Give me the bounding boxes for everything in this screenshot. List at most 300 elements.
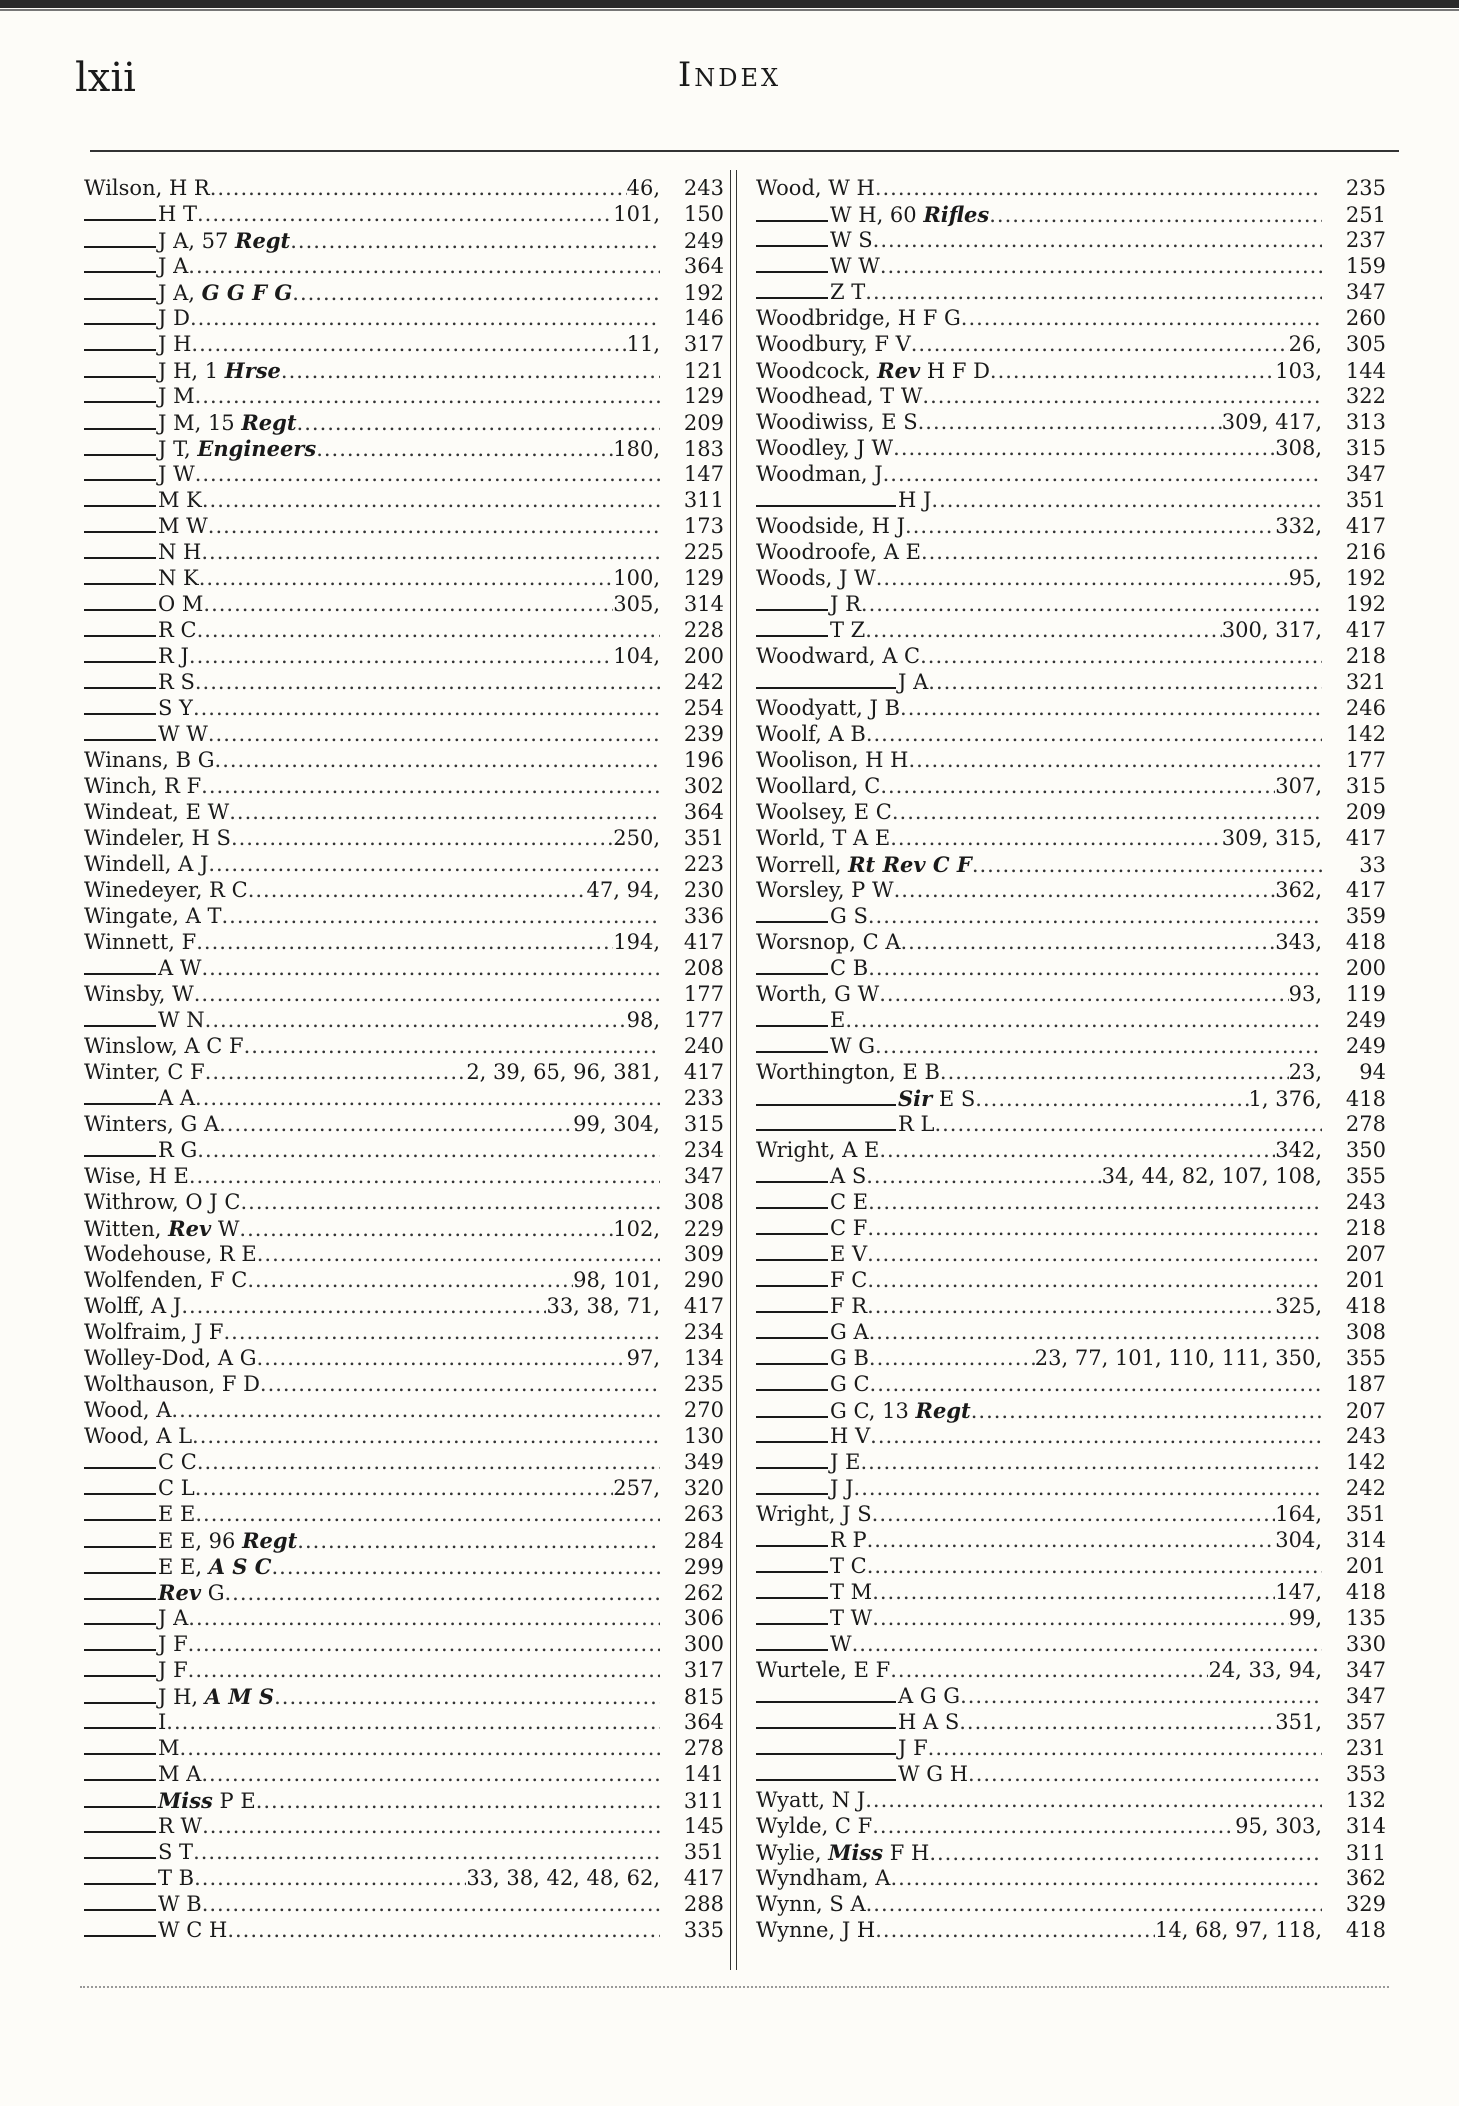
entry-page-number: 278 <box>1345 1112 1386 1136</box>
dot-leader <box>905 514 1275 538</box>
entry-name: Wyndham, A <box>756 1866 891 1890</box>
index-entry <box>84 1866 724 1892</box>
entry-page-number: 308 <box>1345 1320 1386 1344</box>
entry-name: Worsley, P W <box>756 878 894 902</box>
index-entry <box>756 1684 1386 1710</box>
dot-leader <box>931 488 1322 512</box>
dot-leader <box>188 1658 660 1682</box>
index-entry <box>84 1580 724 1606</box>
dot-leader <box>201 540 660 564</box>
entry-page-number: 200 <box>1345 956 1386 980</box>
entry-name: J H <box>158 332 192 356</box>
entry-name: Winnett, F <box>84 930 197 954</box>
index-entry <box>756 644 1386 670</box>
dot-leader <box>873 228 1322 252</box>
entry-page-number: 142 <box>1345 722 1386 746</box>
dot-leader <box>205 1008 627 1032</box>
entry-name: Wolfenden, F C <box>84 1268 248 1292</box>
entry-page-number: 317 <box>683 1658 724 1682</box>
index-entry <box>84 1476 724 1502</box>
entry-name: Rev G <box>158 1580 225 1605</box>
index-entry <box>756 618 1386 644</box>
entry-name: Sir E S <box>898 1086 976 1111</box>
dot-leader <box>908 748 1322 772</box>
dot-leader <box>901 930 1276 954</box>
dot-leader <box>247 1268 573 1292</box>
index-entry <box>84 488 724 514</box>
entry-page-number: 418 <box>1345 1087 1386 1111</box>
entry-name: M A <box>158 1762 202 1786</box>
entry-page-number: 237 <box>1345 228 1386 252</box>
ditto-dash <box>84 583 156 585</box>
entry-pages: 99, 304, <box>573 1112 660 1136</box>
ditto-dash <box>84 505 156 507</box>
entry-name: M W <box>158 514 208 538</box>
dot-leader <box>868 956 1322 980</box>
dot-leader <box>195 1476 614 1500</box>
dot-leader <box>201 956 660 980</box>
entry-page-number: 243 <box>1345 1190 1386 1214</box>
ditto-dash <box>756 1337 828 1339</box>
entry-name: A S <box>830 1164 867 1188</box>
entry-name: Woodbridge, H F G <box>756 306 961 330</box>
entry-name: J F <box>898 1736 928 1760</box>
entry-name: F C <box>830 1268 868 1292</box>
index-entry <box>84 1632 724 1658</box>
entry-pages: 11, <box>626 332 660 356</box>
entry-name: S Y <box>158 696 193 720</box>
index-entry <box>756 1320 1386 1346</box>
entry-page-number: 231 <box>1345 1736 1386 1760</box>
ditto-dash <box>756 1051 828 1053</box>
ditto-dash <box>84 479 156 481</box>
entry-page-number: 351 <box>1345 488 1386 512</box>
entry-page-number: 146 <box>683 306 724 330</box>
index-entry <box>756 1502 1386 1528</box>
ditto-dash <box>756 1467 828 1469</box>
entry-pages: 104, <box>613 644 660 668</box>
ditto-dash <box>756 1727 896 1729</box>
entry-page-number: 207 <box>1345 1242 1386 1266</box>
entry-page-number: 187 <box>1345 1372 1386 1396</box>
dot-leader <box>227 1918 660 1942</box>
entry-name: E E <box>158 1502 196 1526</box>
entry-name: Worth, G W <box>756 982 880 1006</box>
index-entry <box>756 800 1386 826</box>
entry-page-number: 300 <box>683 1632 724 1656</box>
entry-name: F R <box>830 1294 868 1318</box>
entry-page-number: 239 <box>683 722 724 746</box>
dot-leader <box>890 826 1222 850</box>
index-entry <box>84 826 724 852</box>
dot-leader <box>845 1008 1322 1032</box>
entry-page-number: 246 <box>1345 696 1386 720</box>
index-entry <box>84 1320 724 1346</box>
ditto-dash <box>756 1207 828 1209</box>
entry-pages: 99, <box>1288 1606 1322 1630</box>
entry-name: Worthington, E B <box>756 1060 940 1084</box>
index-entry <box>84 956 724 982</box>
entry-name: Withrow, O J C <box>84 1190 241 1214</box>
entry-page-number: 230 <box>683 878 724 902</box>
dot-leader <box>195 1502 660 1526</box>
dot-leader <box>875 1034 1322 1058</box>
dot-leader <box>883 462 1322 486</box>
index-entry <box>84 1918 724 1944</box>
dot-leader <box>960 1684 1322 1708</box>
entry-name: Wilson, H R <box>84 176 210 200</box>
entry-page-number: 309 <box>683 1242 724 1266</box>
top-border-thin <box>0 9 1459 11</box>
dot-leader <box>208 722 660 746</box>
entry-page-number: 288 <box>683 1892 724 1916</box>
index-entry <box>756 514 1386 540</box>
dot-leader <box>208 852 660 876</box>
ditto-dash <box>84 271 156 273</box>
index-entry <box>84 722 724 748</box>
dot-leader <box>865 618 1222 642</box>
ditto-dash <box>756 1363 828 1365</box>
index-entry <box>756 306 1386 332</box>
index-entry <box>84 436 724 462</box>
entry-page-number: 353 <box>1345 1762 1386 1786</box>
entry-name: A G G <box>898 1684 961 1708</box>
index-entry <box>84 1190 724 1216</box>
entry-name: H A S <box>898 1710 960 1734</box>
entry-name: G C <box>830 1372 870 1396</box>
dot-leader <box>188 254 660 278</box>
entry-page-number: 317 <box>683 332 724 356</box>
dot-leader <box>989 203 1322 227</box>
entry-page-number: 417 <box>1345 878 1386 902</box>
entry-page-number: 347 <box>683 1164 724 1188</box>
index-entry <box>756 1164 1386 1190</box>
entry-page-number: 418 <box>1345 1294 1386 1318</box>
entry-pages: 332, <box>1275 514 1322 538</box>
entry-name: H T <box>158 202 197 226</box>
ditto-dash <box>756 1701 896 1703</box>
entry-pages: 93, <box>1288 982 1322 1006</box>
dot-leader <box>219 1112 573 1136</box>
entry-page-number: 359 <box>1345 904 1386 928</box>
dot-leader <box>861 592 1322 616</box>
entry-page-number: 315 <box>683 1112 724 1136</box>
entry-name: Woodbury, F V <box>756 332 911 356</box>
entry-page-number: 311 <box>683 1789 724 1813</box>
entry-page-number: 815 <box>683 1685 724 1709</box>
index-entry <box>84 1788 724 1814</box>
entry-name: E E, 96 Regt <box>158 1528 298 1553</box>
ditto-dash <box>84 1649 156 1651</box>
ditto-dash <box>756 973 828 975</box>
dot-leader <box>193 1840 660 1864</box>
entry-page-number: 177 <box>1345 748 1386 772</box>
dot-leader <box>876 566 1289 590</box>
entry-page-number: 234 <box>683 1320 724 1344</box>
entry-page-number: 305 <box>1345 332 1386 356</box>
entry-page-number: 147 <box>683 462 724 486</box>
index-entry <box>756 1840 1386 1866</box>
entry-name: R W <box>158 1814 203 1838</box>
dot-leader <box>872 1580 1275 1604</box>
ditto-dash <box>84 428 156 430</box>
entry-name: M <box>158 1736 180 1760</box>
ditto-dash <box>84 1025 156 1027</box>
entry-name: J H, 1 Hrse <box>158 358 281 383</box>
entry-name: J A, 57 Regt <box>158 228 291 253</box>
entry-name: Wolthauson, F D <box>84 1372 260 1396</box>
entry-name: N H <box>158 540 202 564</box>
index-entry <box>756 670 1386 696</box>
dot-leader <box>201 1762 660 1786</box>
dot-leader <box>872 1502 1276 1526</box>
dot-leader <box>195 670 660 694</box>
ditto-dash <box>756 1311 828 1313</box>
index-entry <box>84 1736 724 1762</box>
entry-name: C B <box>830 956 869 980</box>
index-entry <box>756 826 1386 852</box>
entry-page-number: 322 <box>1345 384 1386 408</box>
entry-name: E E, A S C <box>158 1554 272 1579</box>
entry-page-number: 417 <box>1345 514 1386 538</box>
dot-leader <box>921 540 1322 564</box>
column-divider <box>736 170 737 1970</box>
entry-name: Wodehouse, R E <box>84 1242 257 1266</box>
entry-pages: 46, <box>626 176 660 200</box>
index-entry <box>756 1268 1386 1294</box>
ditto-dash <box>756 220 828 222</box>
index-entry <box>84 306 724 332</box>
entry-name: A A <box>158 1086 196 1110</box>
index-entry <box>84 852 724 878</box>
dot-leader <box>195 384 660 408</box>
dot-leader <box>210 176 627 200</box>
dot-leader <box>281 359 660 383</box>
entry-pages: 351, <box>1275 1710 1322 1734</box>
entry-pages: 147, <box>1275 1580 1322 1604</box>
entry-page-number: 234 <box>683 1138 724 1162</box>
entry-page-number: 119 <box>1345 982 1386 1006</box>
entry-pages: 100, <box>613 566 660 590</box>
entry-name: W B <box>158 1892 202 1916</box>
entry-pages: 305, <box>613 592 660 616</box>
entry-name: Wood, A <box>84 1398 172 1422</box>
dot-leader <box>190 306 660 330</box>
entry-page-number: 218 <box>1345 644 1386 668</box>
index-entry <box>84 1424 724 1450</box>
entry-page-number: 347 <box>1345 462 1386 486</box>
index-entry <box>84 540 724 566</box>
dot-leader <box>260 1372 660 1396</box>
entry-page-number: 150 <box>683 202 724 226</box>
entry-name: E <box>830 1008 846 1032</box>
dot-leader <box>188 1632 660 1656</box>
entry-name: W G H <box>898 1762 969 1786</box>
entry-name: J R <box>830 592 861 616</box>
index-entry <box>84 592 724 618</box>
ditto-dash <box>756 1416 828 1418</box>
dot-leader <box>870 1372 1322 1396</box>
dot-leader <box>880 254 1322 278</box>
entry-page-number: 225 <box>683 540 724 564</box>
dot-leader <box>870 1424 1322 1448</box>
dot-leader <box>971 1399 1322 1423</box>
index-entry <box>756 1788 1386 1814</box>
footer-rule <box>80 1986 1389 1988</box>
ditto-dash <box>84 1857 156 1859</box>
entry-page-number: 132 <box>1345 1788 1386 1812</box>
ditto-dash <box>756 1571 828 1573</box>
dot-leader <box>854 1476 1322 1500</box>
index-entry <box>84 1346 724 1372</box>
dot-leader <box>879 982 1288 1006</box>
entry-name: Miss P E <box>158 1788 256 1813</box>
entry-page-number: 135 <box>1345 1606 1386 1630</box>
index-entry <box>84 384 724 410</box>
entry-pages: 2, 39, 65, 96, 381, <box>466 1060 660 1084</box>
index-entry <box>756 254 1386 280</box>
entry-name: Woodward, A C <box>756 644 921 668</box>
entry-name: J H, A M S <box>158 1684 275 1709</box>
index-entry <box>756 1242 1386 1268</box>
ditto-dash <box>84 1598 156 1600</box>
entry-page-number: 243 <box>683 176 724 200</box>
entry-name: Woodley, J W <box>756 436 894 460</box>
ditto-dash <box>84 609 156 611</box>
entry-page-number: 335 <box>683 1918 724 1942</box>
ditto-dash <box>84 531 156 533</box>
entry-page-number: 364 <box>683 800 724 824</box>
ditto-dash <box>84 1727 156 1729</box>
entry-page-number: 243 <box>1345 1424 1386 1448</box>
entry-name: Wood, A L <box>84 1424 193 1448</box>
dot-leader <box>256 1789 660 1813</box>
entry-page-number: 311 <box>683 488 724 512</box>
entry-name: W S <box>830 228 873 252</box>
dot-leader <box>865 1788 1322 1812</box>
ditto-dash <box>756 1233 828 1235</box>
entry-name: Wylie, Miss F H <box>756 1840 930 1865</box>
entry-name: Winter, C F <box>84 1060 205 1084</box>
dot-leader <box>194 982 660 1006</box>
entry-page-number: 351 <box>683 1840 724 1864</box>
index-entry <box>84 1372 724 1398</box>
index-entry <box>756 592 1386 618</box>
dot-leader <box>191 332 626 356</box>
entry-name: W W <box>158 722 208 746</box>
entry-page-number: 418 <box>1345 930 1386 954</box>
index-entry <box>756 488 1386 514</box>
entry-name: Wynn, S A <box>756 1892 866 1916</box>
entry-page-number: 351 <box>1345 1502 1386 1526</box>
entry-pages: 34, 44, 82, 107, 108, <box>1101 1164 1322 1188</box>
entry-name: Wood, W H <box>756 176 875 200</box>
entry-page-number: 329 <box>1345 1892 1386 1916</box>
dot-leader <box>188 1606 660 1630</box>
entry-name: T B <box>158 1866 195 1890</box>
index-entry <box>756 1424 1386 1450</box>
entry-name: Windeat, E W <box>84 800 230 824</box>
entry-page-number: 320 <box>683 1476 724 1500</box>
entry-name: J A, G G F G <box>158 280 293 305</box>
entry-pages: 343, <box>1275 930 1322 954</box>
entry-page-number: 315 <box>1345 774 1386 798</box>
ditto-dash <box>84 739 156 741</box>
index-entry <box>756 1710 1386 1736</box>
index-entry <box>84 1268 724 1294</box>
ditto-dash <box>756 1181 828 1183</box>
entry-page-number: 223 <box>683 852 724 876</box>
index-entry <box>84 566 724 592</box>
index-entry <box>84 1164 724 1190</box>
index-entry <box>84 982 724 1008</box>
entry-page-number: 349 <box>683 1450 724 1474</box>
dot-leader <box>203 592 613 616</box>
dot-leader <box>197 618 660 642</box>
entry-page-number: 347 <box>1345 1684 1386 1708</box>
entry-name: W W <box>830 254 880 278</box>
index-entry <box>84 1060 724 1086</box>
dot-leader <box>990 359 1275 383</box>
entry-name: Wynne, J H <box>756 1918 876 1942</box>
dot-leader <box>867 1216 1322 1240</box>
entry-name: C C <box>158 1450 197 1474</box>
entry-name: M K <box>158 488 202 512</box>
dot-leader <box>208 514 660 538</box>
index-entry <box>756 1762 1386 1788</box>
entry-page-number: 254 <box>683 696 724 720</box>
entry-page-number: 192 <box>1345 592 1386 616</box>
index-entry <box>756 1892 1386 1918</box>
entry-pages: 23, 77, 101, 110, 111, 350, <box>1034 1346 1322 1370</box>
entry-name: World, T A E <box>756 826 891 850</box>
index-entry <box>84 202 724 228</box>
entry-page-number: 417 <box>683 1866 724 1890</box>
dot-leader <box>197 202 613 226</box>
index-entry <box>756 176 1386 202</box>
entry-page-number: 306 <box>683 1606 724 1630</box>
index-entry <box>84 280 724 306</box>
index-entry <box>84 1242 724 1268</box>
index-entry <box>756 748 1386 774</box>
dot-leader <box>271 1555 660 1579</box>
entry-name: Woodyatt, J B <box>756 696 901 720</box>
entry-page-number: 233 <box>683 1086 724 1110</box>
dot-leader <box>231 826 613 850</box>
entry-name: Woolison, H H <box>756 748 909 772</box>
ditto-dash <box>84 1155 156 1157</box>
index-entry <box>84 1528 724 1554</box>
dot-leader <box>968 1762 1322 1786</box>
entry-name: Woodiwiss, E S <box>756 410 918 434</box>
dot-leader <box>205 1060 467 1084</box>
ditto-dash <box>84 1831 156 1833</box>
entry-page-number: 315 <box>1345 436 1386 460</box>
index-entry <box>84 1658 724 1684</box>
entry-name: J F <box>158 1632 188 1656</box>
ditto-dash <box>84 1935 156 1937</box>
entry-name: Wolff, A J <box>84 1294 182 1318</box>
entry-page-number: 200 <box>683 644 724 668</box>
ditto-dash <box>756 1623 828 1625</box>
dot-leader <box>202 1892 660 1916</box>
ditto-dash <box>84 1572 156 1574</box>
index-entry <box>756 1476 1386 1502</box>
entry-pages: 300, 317, <box>1221 618 1322 642</box>
index-entry <box>756 696 1386 722</box>
dot-leader <box>197 1450 660 1474</box>
entry-name: N K <box>158 566 199 590</box>
